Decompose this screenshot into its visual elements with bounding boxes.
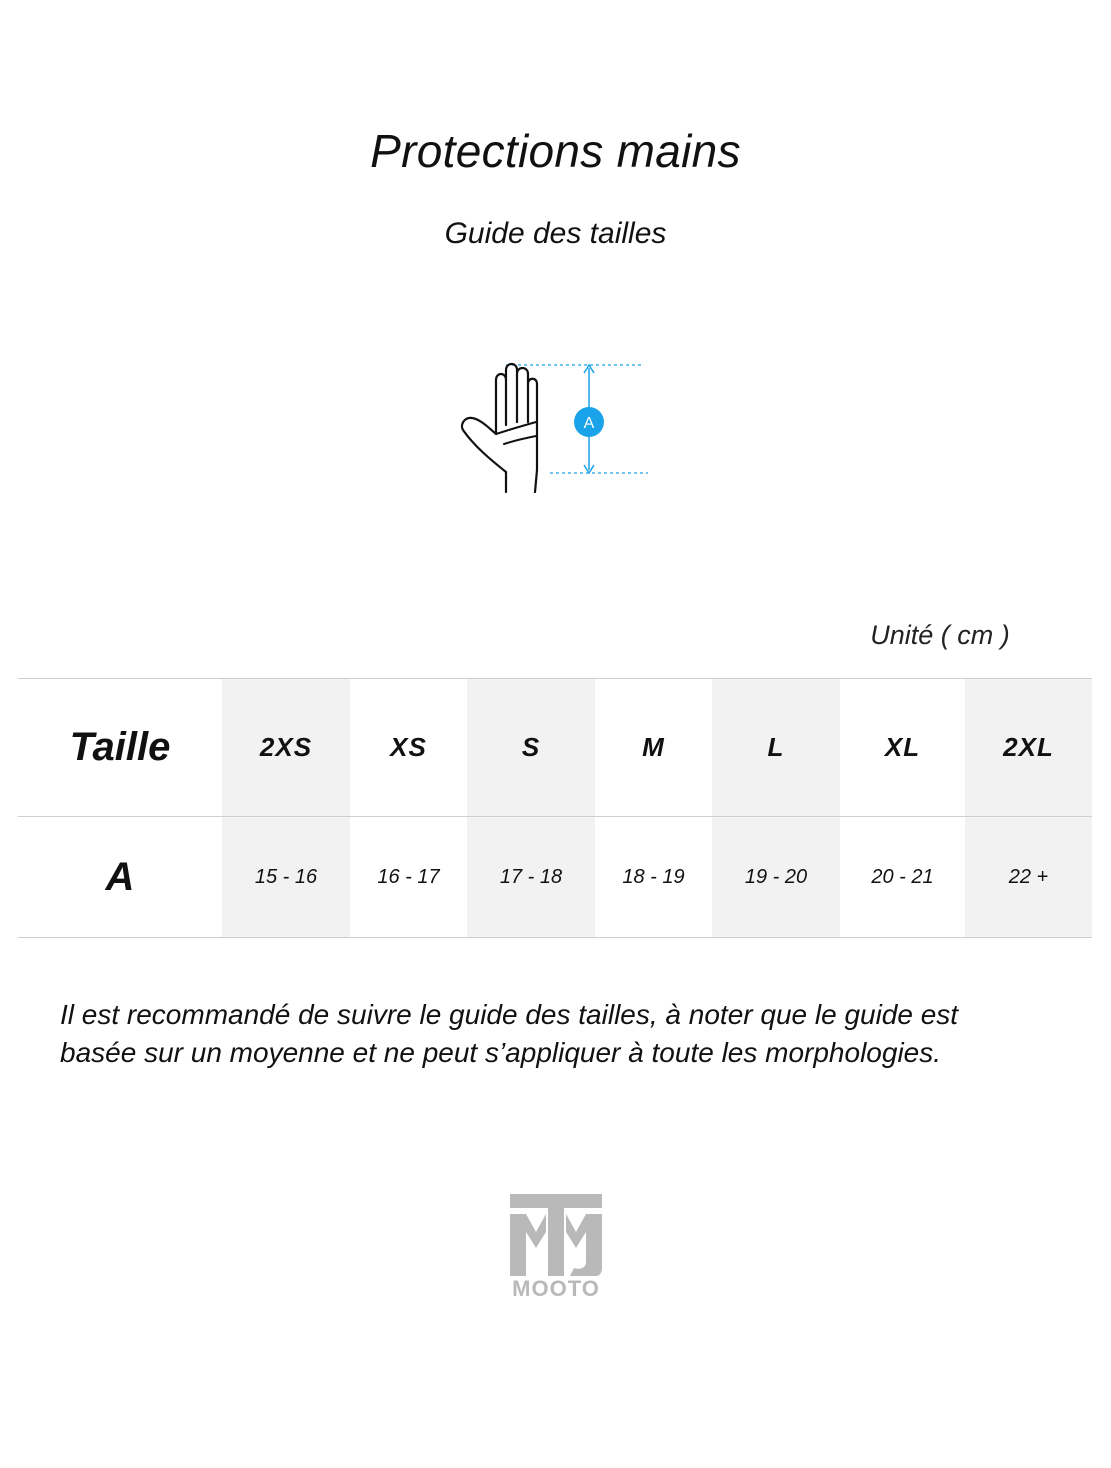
note-line-2: basée sur un moyenne et ne peut s’appliquer à toute les morphologies. bbox=[60, 1037, 942, 1068]
recommendation-note bbox=[60, 996, 1060, 1072]
size-m: M bbox=[595, 679, 712, 817]
value-xl: 20 - 21 bbox=[840, 817, 965, 938]
brand-logo bbox=[506, 1192, 606, 1312]
value-2xl: 22 + bbox=[965, 817, 1092, 938]
row-label: A bbox=[18, 817, 222, 938]
note-line-1: Il est recommandé de suivre le guide des tailles, à noter que le guide est bbox=[60, 999, 959, 1030]
value-l: 19 - 20 bbox=[712, 817, 840, 938]
size-header-row bbox=[18, 679, 1092, 817]
size-2xs: 2XS bbox=[222, 679, 350, 817]
measurement-row bbox=[18, 817, 1092, 938]
value-xs: 16 - 17 bbox=[350, 817, 467, 938]
mooto-logo-icon bbox=[506, 1192, 606, 1278]
measurement-marker-label: A bbox=[583, 415, 595, 432]
value-m: 18 - 19 bbox=[595, 817, 712, 938]
size-2xl: 2XL bbox=[965, 679, 1092, 817]
hand-measurement-figure bbox=[456, 360, 656, 500]
unit-label: Unité ( cm ) bbox=[870, 620, 1010, 650]
size-xs: XS bbox=[350, 679, 467, 817]
header-label: Taille bbox=[18, 679, 222, 817]
size-l: L bbox=[712, 679, 840, 817]
value-s: 17 - 18 bbox=[467, 817, 595, 938]
size-xl: XL bbox=[840, 679, 965, 817]
page-subtitle: Guide des tailles bbox=[444, 217, 667, 250]
value-2xs: 15 - 16 bbox=[222, 817, 350, 938]
size-table bbox=[18, 678, 1092, 938]
page-title: Protections mains bbox=[370, 125, 741, 177]
hand-measurement-icon bbox=[456, 360, 656, 500]
brand-name: MOOTO bbox=[512, 1276, 600, 1301]
size-s: S bbox=[467, 679, 595, 817]
